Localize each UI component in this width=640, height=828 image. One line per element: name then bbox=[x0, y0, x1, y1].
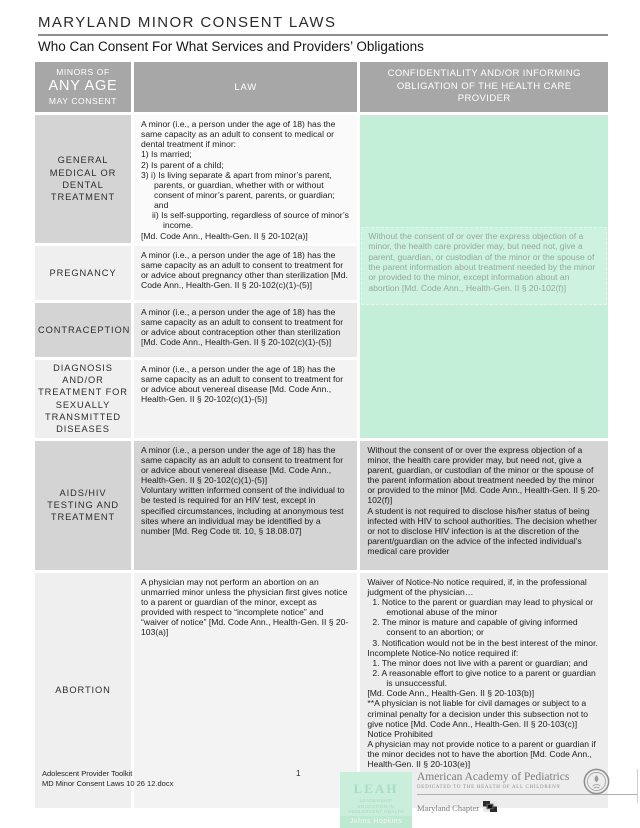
paragraph: Notice Prohibited bbox=[367, 728, 433, 739]
category-cell-aids-hiv: AIDS/HIV TESTING AND TREATMENT bbox=[35, 441, 131, 570]
confidentiality-cell-span bbox=[360, 115, 608, 438]
paragraph: [Md. Code Ann., Health-Gen. II § 20-102(a)] bbox=[141, 230, 308, 241]
leah-logo-org: Johns Hopkins bbox=[340, 816, 412, 828]
footer-document-info bbox=[42, 769, 173, 789]
law-cell-std bbox=[134, 360, 357, 438]
paragraph: 2. The minor is mature and capable of giving informed consent to an abortion; or bbox=[372, 617, 578, 638]
maryland-chapter-logo-icon bbox=[483, 799, 497, 817]
confidentiality-note-text: Without the consent of or over the express objection of a minor, the health care provider may, but need not, give a parent, guardian, or custodian of the minor or the spouse of the parent information about treatment needed by the minor or provided to the minor, except information about an abortion [Md. Code Ann., Health-Gen. II § 20-102(f)] bbox=[368, 231, 596, 293]
table-row bbox=[35, 115, 608, 243]
aap-motto: DEDICATED TO THE HEALTH OF ALL CHILDREN® bbox=[417, 785, 561, 790]
page-number: 1 bbox=[296, 769, 301, 778]
header-minors-any-age bbox=[35, 62, 131, 112]
paragraph: ii) Is self-supporting, regardless of source of minor’s income. bbox=[152, 210, 349, 231]
confidentiality-cell-aids-hiv bbox=[360, 441, 608, 570]
paragraph: 2. A reasonable effort to give notice to a parent or guardian is unsuccessful. bbox=[372, 667, 596, 689]
law-cell-contraception bbox=[134, 303, 357, 357]
category-cell-std: DIAGNOSIS AND/OR TREATMENT FOR SEXUALLY TRANSMITTED DISEASES bbox=[35, 360, 131, 438]
paragraph: Voluntary written informed consent of the individual to be tested is required for an HIV test, except in specified circumstances, including at anonymous test sites where an individual may be identified by a number [Md. Reg Code tit. 10, § 18.08.07] bbox=[141, 485, 345, 536]
footer-edge-line bbox=[637, 769, 638, 803]
law-cell-pregnancy bbox=[134, 246, 357, 300]
header-minors-of: MINORS OF bbox=[56, 67, 110, 78]
leah-logo-acronym: LEAH bbox=[353, 781, 399, 796]
paragraph: [Md. Code Ann., Health-Gen. II § 20-103(b)] bbox=[367, 688, 535, 699]
green-spacer bbox=[360, 115, 608, 227]
aap-chapter-row bbox=[417, 799, 638, 817]
paragraph: Waiver of Notice-No notice required, if, in the professional judgment of the physician… bbox=[367, 576, 587, 597]
paragraph: Incomplete Notice-No notice required if: bbox=[367, 647, 519, 658]
consent-laws-table bbox=[32, 59, 611, 811]
paragraph: 1. The minor does not live with a parent or guardian; and bbox=[372, 657, 588, 668]
aap-name: American Academy of Pediatrics bbox=[417, 771, 570, 783]
aap-seal-icon bbox=[583, 768, 610, 800]
paragraph: 3) i) Is living separate & apart from minor’s parent, parents, or guardian, whether with or without consent of minor’s parent, parents, or guardian; and bbox=[141, 169, 335, 211]
header-confidentiality bbox=[360, 62, 608, 112]
paragraph: A physician may not perform an abortion on an unmarried minor unless the physician first gives notice to a parent or guardian of the minor, except as provided with respect to “incomplete notice” and “waiver of notice” [Md. Code Ann., Health-Gen. II § 20-103(a)] bbox=[141, 576, 349, 638]
law-cell-aids-hiv bbox=[134, 441, 357, 570]
paragraph: 3. Notification would not be in the best interest of the minor. bbox=[372, 637, 598, 648]
page-title: MARYLAND MINOR CONSENT LAWS bbox=[38, 14, 337, 31]
confidentiality-note-box bbox=[361, 227, 607, 305]
paragraph: **A physician is not liable for civil damages or subject to a criminal penalty for a decision under this subsection not to give notice [Md. Code Ann., Health-Gen. II § 20-103(c)] bbox=[367, 698, 589, 729]
paragraph: A student is not required to disclose his/her status of being infected with HIV to school authorities. The decision whether or not to disclose HIV infection is at the discretion of the parent/guardian on the advice of the infected individual’s medical care provider bbox=[367, 505, 597, 557]
header-may-consent: MAY CONSENT bbox=[48, 95, 118, 106]
table-row bbox=[35, 441, 608, 570]
paragraph: A minor (i.e., a person under the age of 18) has the same capacity as an adult to consent to treatment for or advice about venereal disease [Md. Code Ann., Health-Gen. II § 20-102(c)(1)-(5)] bbox=[141, 444, 344, 486]
leah-logo bbox=[340, 772, 412, 828]
footer-toolkit-name: Adolescent Provider Toolkit bbox=[42, 769, 133, 778]
paragraph: A minor (i.e., a person under the age of 18) has the same capacity as an adult to consent to treatment for or advice about contraception other than sterilization [Md. Code Ann., Health-Gen. II § 20-102(c)(1)-(5)] bbox=[141, 306, 344, 348]
page-subtitle: Who Can Consent For What Services and Providers’ Obligations bbox=[38, 39, 424, 54]
category-cell-general-medical: GENERAL MEDICAL OR DENTAL TREATMENT bbox=[35, 115, 131, 243]
paragraph: A minor (i.e., a person under the age of 18) has the same capacity as an adult to consent to treatment for or advice about venereal disease [Md. Code Ann., Health-Gen. II § 20-102(c)(1)-(5)] bbox=[141, 363, 344, 405]
category-cell-contraception: CONTRACEPTION bbox=[35, 303, 131, 357]
aap-logo-block bbox=[417, 771, 638, 817]
paragraph: 2) Is parent of a child; bbox=[141, 159, 224, 170]
title-rule bbox=[38, 34, 608, 36]
paragraph: A minor (i.e., a person under the age of 18) has the same capacity as an adult to consent to treatment for or advice about pregnancy other than sterilization [Md. Code Ann., Health-Gen. II § 20-102(c)(1)-(5)] bbox=[141, 249, 348, 291]
header-confidentiality-text: CONFIDENTIALITY AND/OR INFORMING OBLIGATION OF THE HEALTH CARE PROVIDER bbox=[387, 67, 581, 105]
paragraph: A minor (i.e., a person under the age of 18) has the same capacity as an adult to consent to medical or dental treatment if minor: bbox=[141, 119, 336, 150]
table-header-row bbox=[35, 62, 608, 112]
paragraph: 1. Notice to the parent or guardian may lead to physical or emotional abuse of the minor bbox=[372, 596, 594, 618]
law-cell-general-medical bbox=[134, 115, 357, 243]
aap-chapter-label: Maryland Chapter bbox=[417, 803, 480, 813]
header-law: LAW bbox=[134, 62, 357, 112]
paragraph: Without the consent of or over the express objection of a minor, the health care provider may, but need not, give a parent, guardian, or custodian of the minor or the spouse of the parent information about treatment needed by the minor or provided to the minor [Md. Code Ann., Health-Gen. II § 20-102(f)] bbox=[367, 444, 601, 506]
category-cell-abortion: ABORTION bbox=[35, 573, 131, 808]
paragraph: 1) Is married; bbox=[141, 149, 192, 160]
header-any-age: ANY AGE bbox=[48, 78, 118, 95]
category-cell-pregnancy: PREGNANCY bbox=[35, 246, 131, 300]
paragraph: A physician may not provide notice to a parent or guardian if the minor decides not to have the abortion [Md. Code Ann., Health-Gen. II § 20-103(e)] bbox=[367, 738, 596, 770]
leah-logo-tagline: LEADERSHIP EDUCATION IN ADOLESCENT HEALTH bbox=[348, 798, 404, 815]
footer-file-name: MD Minor Consent Laws 10 26 12.docx bbox=[42, 779, 174, 789]
